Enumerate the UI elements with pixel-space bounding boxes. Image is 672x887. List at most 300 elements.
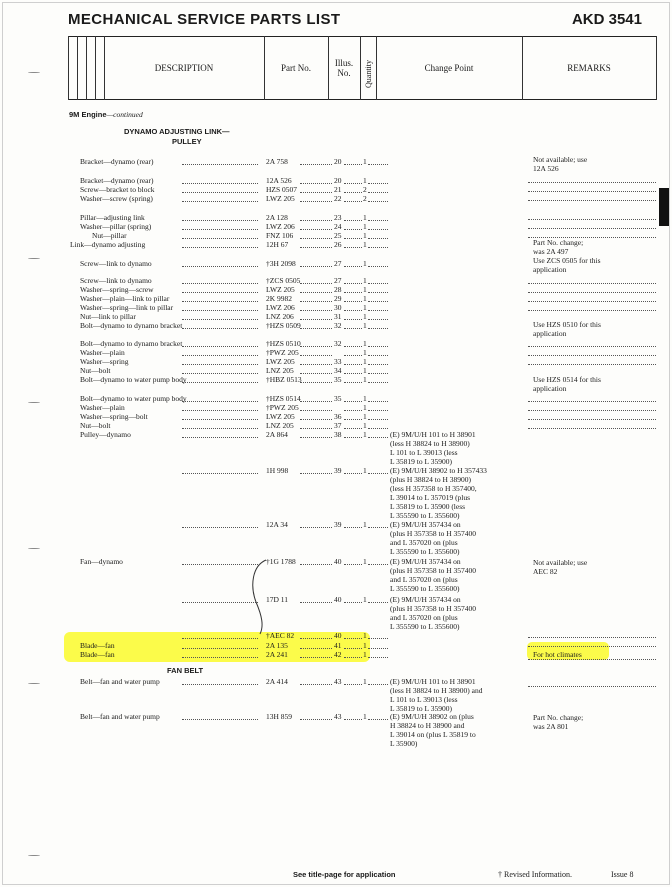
- part-number: †PWZ 205: [266, 403, 299, 412]
- quantity: 1: [363, 677, 367, 686]
- quantity: 1: [363, 641, 367, 650]
- part-description: Belt—fan and water pump: [80, 712, 160, 721]
- dot-leader: [368, 192, 388, 193]
- dot-leader: [300, 564, 332, 565]
- quantity: 1: [363, 403, 367, 412]
- part-number: 2A 128: [266, 213, 288, 222]
- illus-number: 41: [334, 641, 342, 650]
- remark: AEC 82: [533, 567, 558, 576]
- margin-mark: [28, 548, 40, 549]
- header-part-no: Part No.: [281, 63, 311, 73]
- change-point-line: (less H 357358 to H 357400,: [390, 484, 477, 493]
- change-point-line: L 35900): [390, 739, 418, 748]
- part-number: FNZ 106: [266, 231, 294, 240]
- remark: Not available; use: [533, 558, 588, 567]
- dot-leader: [300, 382, 332, 383]
- quantity: 1: [363, 394, 367, 403]
- part-description: Bracket—dynamo (rear): [80, 157, 154, 166]
- part-description: Bolt—dynamo to water pump body: [80, 375, 187, 384]
- group-heading-fan-belt: FAN BELT: [167, 666, 204, 675]
- dot-leader: [300, 292, 332, 293]
- part-description: Washer—plain: [80, 403, 125, 412]
- remark-rule: [528, 219, 656, 220]
- dot-leader: [300, 684, 332, 685]
- quantity: 1: [363, 213, 367, 222]
- quantity: 1: [363, 421, 367, 430]
- dot-leader: [182, 247, 258, 248]
- change-point-line: (E) 9M/U/H 38902 on (plus: [390, 712, 474, 721]
- change-point-line: H 38824 to H 38900 and: [390, 721, 465, 730]
- part-number: LNZ 206: [266, 312, 294, 321]
- dot-leader: [344, 437, 362, 438]
- remark: was 2A 497: [533, 247, 569, 256]
- illus-number: 27: [334, 276, 342, 285]
- change-point-line: (plus H 38824 to H 38900): [390, 475, 472, 484]
- change-point-line: and L 357020 on (plus: [390, 538, 458, 547]
- dot-leader: [368, 638, 388, 639]
- dot-leader: [182, 648, 258, 649]
- illus-number: 32: [334, 339, 342, 348]
- dot-leader: [182, 310, 258, 311]
- dot-leader: [368, 410, 388, 411]
- part-description: Washer—pillar (spring): [80, 222, 152, 231]
- part-number: LNZ 205: [266, 421, 294, 430]
- dot-leader: [300, 183, 332, 184]
- dot-leader: [368, 527, 388, 528]
- document-code: AKD 3541: [571, 11, 642, 28]
- part-description: Pulley—dynamo: [80, 430, 131, 439]
- dot-leader: [344, 410, 362, 411]
- quantity: 1: [363, 430, 367, 439]
- quantity: 1: [363, 240, 367, 249]
- quantity: 1: [363, 650, 367, 659]
- remark-rule: [528, 228, 656, 229]
- part-number: LWZ 205: [266, 412, 295, 421]
- dot-leader: [368, 319, 388, 320]
- header-divider: [86, 36, 87, 100]
- part-number: 12A 34: [266, 520, 288, 529]
- part-number: 2A 135: [266, 641, 288, 650]
- quantity: 1: [363, 259, 367, 268]
- dot-leader: [368, 382, 388, 383]
- dot-leader: [300, 657, 332, 658]
- part-number: 2A 241: [266, 650, 288, 659]
- dot-leader: [300, 401, 332, 402]
- dot-leader: [182, 328, 258, 329]
- remark-rule: [528, 283, 656, 284]
- part-number: †ZCS 0505: [266, 276, 301, 285]
- quantity: 1: [363, 375, 367, 384]
- part-number: †PWZ 205: [266, 348, 299, 357]
- illus-number: 43: [334, 677, 342, 686]
- dot-leader: [344, 201, 362, 202]
- dot-leader: [368, 220, 388, 221]
- remark-rule: [528, 191, 656, 192]
- dot-leader: [300, 527, 332, 528]
- dot-leader: [300, 346, 332, 347]
- change-point-line: (plus H 357358 to H 357400: [390, 566, 477, 575]
- dot-leader: [182, 657, 258, 658]
- illus-number: 30: [334, 303, 342, 312]
- illus-number: 35: [334, 375, 342, 384]
- section-engine: 9M Engine—continued: [69, 110, 143, 119]
- part-description: Screw—link to dynamo: [80, 276, 152, 285]
- handwritten-bracket: [236, 556, 276, 636]
- dot-leader: [300, 266, 332, 267]
- change-point-line: L 355590 to L 355600): [390, 547, 460, 556]
- remark: application: [533, 265, 567, 274]
- dot-leader: [182, 238, 258, 239]
- dot-leader: [300, 364, 332, 365]
- quantity: 1: [363, 631, 367, 640]
- dot-leader: [344, 328, 362, 329]
- dot-leader: [368, 238, 388, 239]
- dot-leader: [368, 229, 388, 230]
- remark-rule: [528, 419, 656, 420]
- dot-leader: [368, 164, 388, 165]
- dot-leader: [182, 437, 258, 438]
- remark-rule: [528, 182, 656, 183]
- quantity: 2: [363, 194, 367, 203]
- dot-leader: [368, 657, 388, 658]
- dot-leader: [300, 638, 332, 639]
- dot-leader: [368, 328, 388, 329]
- dot-leader: [300, 355, 332, 356]
- change-point-line: and L 357020 on (plus: [390, 613, 458, 622]
- remark-rule: [528, 292, 656, 293]
- dot-leader: [300, 229, 332, 230]
- illus-number: 33: [334, 357, 342, 366]
- dot-leader: [300, 437, 332, 438]
- part-description: Screw—bracket to block: [80, 185, 155, 194]
- change-point-line: (E) 9M/U/H 357434 on: [390, 520, 461, 529]
- dot-leader: [182, 719, 258, 720]
- dot-leader: [368, 310, 388, 311]
- part-number: †HBZ 0513: [266, 375, 302, 384]
- illus-number: 39: [334, 520, 342, 529]
- change-point-line: (less H 38824 to H 38900) and: [390, 686, 483, 695]
- dot-leader: [182, 164, 258, 165]
- remark: Not available; use: [533, 155, 588, 164]
- dot-leader: [344, 301, 362, 302]
- dot-leader: [344, 428, 362, 429]
- footer-revised-note: † Revised Information.: [498, 870, 572, 879]
- part-number: 12A 526: [266, 176, 292, 185]
- dot-leader: [368, 401, 388, 402]
- remark: 12A 526: [533, 164, 559, 173]
- part-description: Bolt—dynamo to dynamo bracket: [80, 339, 183, 348]
- illus-number: 43: [334, 712, 342, 721]
- dot-leader: [182, 192, 258, 193]
- part-description: Washer—plain: [80, 348, 125, 357]
- dot-leader: [368, 564, 388, 565]
- dot-leader: [300, 192, 332, 193]
- remark-rule: [528, 686, 656, 687]
- part-number: †HZS 0514: [266, 394, 301, 403]
- remark-hot-climates: For hot climates: [533, 650, 582, 659]
- dot-leader: [300, 410, 332, 411]
- dot-leader: [300, 164, 332, 165]
- part-number: LNZ 205: [266, 366, 294, 375]
- quantity: 1: [363, 412, 367, 421]
- dot-leader: [344, 564, 362, 565]
- part-number: †HZS 0509: [266, 321, 301, 330]
- dot-leader: [368, 266, 388, 267]
- change-point-line: L 39014 to L 357019 (plus: [390, 493, 471, 502]
- illus-number: 21: [334, 185, 342, 194]
- dot-leader: [182, 428, 258, 429]
- dot-leader: [344, 319, 362, 320]
- remark: Use HZS 0514 for this: [533, 375, 601, 384]
- margin-mark: [28, 72, 40, 73]
- header-divider: [68, 36, 69, 100]
- part-description: Bracket—dynamo (rear): [80, 176, 154, 185]
- dot-leader: [182, 419, 258, 420]
- part-number: LWZ 205: [266, 194, 295, 203]
- dot-leader: [368, 201, 388, 202]
- header-divider: [95, 36, 96, 100]
- dot-leader: [344, 229, 362, 230]
- remark: application: [533, 384, 567, 393]
- dot-leader: [344, 346, 362, 347]
- header-remarks: REMARKS: [567, 63, 611, 73]
- dot-leader: [344, 238, 362, 239]
- quantity: 1: [363, 276, 367, 285]
- dot-leader: [368, 602, 388, 603]
- dot-leader: [368, 283, 388, 284]
- remark-rule: [528, 401, 656, 402]
- illus-number: 25: [334, 231, 342, 240]
- quantity: 1: [363, 520, 367, 529]
- dot-leader: [182, 201, 258, 202]
- quantity: 1: [363, 321, 367, 330]
- part-number: †AEC 82: [266, 631, 295, 640]
- dot-leader: [300, 283, 332, 284]
- dot-leader: [368, 684, 388, 685]
- dot-leader: [182, 319, 258, 320]
- remark: application: [533, 329, 567, 338]
- part-description: Blade—fan: [80, 650, 115, 659]
- illus-number: 20: [334, 176, 342, 185]
- illus-number: 20: [334, 157, 342, 166]
- remark-rule: [528, 410, 656, 411]
- margin-mark: [28, 258, 40, 259]
- quantity: 1: [363, 366, 367, 375]
- illus-number: 40: [334, 557, 342, 566]
- dot-leader: [344, 382, 362, 383]
- header-description: DESCRIPTION: [154, 63, 214, 73]
- change-point-line: L 101 to L 39013 (less: [390, 695, 458, 704]
- dot-leader: [300, 473, 332, 474]
- part-description: Nut—pillar: [92, 231, 127, 240]
- dot-leader: [182, 229, 258, 230]
- illus-number: 26: [334, 240, 342, 249]
- dot-leader: [300, 373, 332, 374]
- remark-rule: [528, 310, 656, 311]
- margin-mark: [28, 683, 40, 684]
- dot-leader: [368, 346, 388, 347]
- quantity: 1: [363, 466, 367, 475]
- dot-leader: [182, 183, 258, 184]
- part-number: LWZ 205: [266, 285, 295, 294]
- quantity: 1: [363, 231, 367, 240]
- part-number: †3H 2098: [266, 259, 296, 268]
- part-description: Screw—link to dynamo: [80, 259, 152, 268]
- dot-leader: [182, 266, 258, 267]
- part-number: 17D 11: [266, 595, 289, 604]
- dot-leader: [368, 437, 388, 438]
- part-description: Washer—spring—link to pillar: [80, 303, 174, 312]
- change-point-line: (E) 9M/U/H 38902 to H 357433: [390, 466, 487, 475]
- dot-leader: [344, 247, 362, 248]
- page-border: [2, 2, 670, 885]
- change-point-line: L 35819 to L 35900 (less: [390, 502, 466, 511]
- dot-leader: [344, 164, 362, 165]
- part-description: Fan—dynamo: [80, 557, 123, 566]
- dot-leader: [368, 301, 388, 302]
- quantity: 2: [363, 185, 367, 194]
- illus-number: 37: [334, 421, 342, 430]
- part-number: LWZ 205: [266, 357, 295, 366]
- dot-leader: [344, 220, 362, 221]
- dot-leader: [300, 719, 332, 720]
- part-number: 2A 864: [266, 430, 288, 439]
- dot-leader: [344, 310, 362, 311]
- part-description: Bolt—dynamo to dynamo bracket: [80, 321, 183, 330]
- quantity: 1: [363, 312, 367, 321]
- dot-leader: [344, 292, 362, 293]
- dot-leader: [344, 373, 362, 374]
- dot-leader: [344, 364, 362, 365]
- part-number: 2A 758: [266, 157, 288, 166]
- dot-leader: [368, 373, 388, 374]
- dot-leader: [182, 346, 258, 347]
- part-description: Washer—spring: [80, 357, 129, 366]
- footer-application-note: See title-page for application: [293, 870, 396, 879]
- part-description: Link—dynamo adjusting: [70, 240, 146, 249]
- dot-leader: [182, 373, 258, 374]
- illus-number: 28: [334, 285, 342, 294]
- dot-leader: [344, 401, 362, 402]
- change-point-line: (E) 9M/U/H 357434 on: [390, 557, 461, 566]
- quantity: 1: [363, 157, 367, 166]
- dot-leader: [182, 527, 258, 528]
- part-number: HZS 0507: [266, 185, 298, 194]
- dot-leader: [368, 428, 388, 429]
- part-description: Bolt—dynamo to water pump body: [80, 394, 187, 403]
- remark-rule: [528, 428, 656, 429]
- part-number: 13H 859: [266, 712, 293, 721]
- part-description: Washer—screw (spring): [80, 194, 153, 203]
- quantity: 1: [363, 595, 367, 604]
- illus-number: 34: [334, 366, 342, 375]
- remark-rule: [528, 346, 656, 347]
- remark-rule: [528, 301, 656, 302]
- header-illus-2: No.: [337, 68, 351, 78]
- part-description: Blade—fan: [80, 641, 115, 650]
- dot-leader: [344, 283, 362, 284]
- illus-number: 40: [334, 595, 342, 604]
- dot-leader: [300, 220, 332, 221]
- part-description: Washer—plain—link to pillar: [80, 294, 170, 303]
- dot-leader: [182, 638, 258, 639]
- header-change-point: Change Point: [424, 63, 474, 73]
- quantity: 1: [363, 303, 367, 312]
- part-description: Washer—spring—screw: [80, 285, 154, 294]
- change-point-line: (plus H 357358 to H 357400: [390, 604, 477, 613]
- remark-rule: [528, 237, 656, 238]
- dot-leader: [344, 473, 362, 474]
- header-quantity: Quantity: [364, 60, 373, 88]
- remark-rule: [528, 355, 656, 356]
- dot-leader: [368, 183, 388, 184]
- illus-number: 36: [334, 412, 342, 421]
- change-point-line: (E) 9M/U/H 101 to H 38901: [390, 430, 476, 439]
- dot-leader: [368, 247, 388, 248]
- remark-rule: [528, 364, 656, 365]
- part-number: 2K 9982: [266, 294, 293, 303]
- margin-mark: [28, 855, 40, 856]
- change-point-line: L 101 to L 39013 (less: [390, 448, 458, 457]
- dot-leader: [368, 473, 388, 474]
- dot-leader: [300, 419, 332, 420]
- dot-leader: [300, 310, 332, 311]
- dot-leader: [344, 648, 362, 649]
- dot-leader: [300, 602, 332, 603]
- change-point-line: L 39014 on (plus L 35819 to: [390, 730, 476, 739]
- dot-leader: [182, 410, 258, 411]
- quantity: 1: [363, 176, 367, 185]
- remark: Part No. change;: [533, 713, 584, 722]
- part-number: †HZS 0510: [266, 339, 301, 348]
- illus-number: 39: [334, 466, 342, 475]
- footer-issue: Issue 8: [611, 870, 634, 879]
- dot-leader: [182, 355, 258, 356]
- dot-leader: [300, 201, 332, 202]
- group-heading-pulley: PULLEY: [172, 137, 202, 146]
- quantity: 1: [363, 339, 367, 348]
- part-number: †1G 1788: [266, 557, 296, 566]
- quantity: 1: [363, 285, 367, 294]
- illus-number: 29: [334, 294, 342, 303]
- dot-leader: [368, 364, 388, 365]
- part-number: LWZ 206: [266, 303, 295, 312]
- dot-leader: [368, 419, 388, 420]
- part-description: Washer—spring—bolt: [80, 412, 148, 421]
- dot-leader: [344, 527, 362, 528]
- illus-number: 22: [334, 194, 342, 203]
- dot-leader: [182, 301, 258, 302]
- remark: Use ZCS 0505 for this: [533, 256, 601, 265]
- remark: Use HZS 0510 for this: [533, 320, 601, 329]
- dot-leader: [344, 192, 362, 193]
- part-description: Belt—fan and water pump: [80, 677, 160, 686]
- quantity: 1: [363, 348, 367, 357]
- part-number: 1H 998: [266, 466, 289, 475]
- part-number: 2A 414: [266, 677, 288, 686]
- page-title: MECHANICAL SERVICE PARTS LIST: [68, 11, 341, 28]
- dot-leader: [368, 355, 388, 356]
- illus-number: 31: [334, 312, 342, 321]
- header-divider: [656, 36, 657, 100]
- dot-leader: [300, 428, 332, 429]
- quantity: 1: [363, 712, 367, 721]
- dot-leader: [182, 382, 258, 383]
- remark-rule: [528, 646, 656, 647]
- dot-leader: [182, 364, 258, 365]
- quantity: 1: [363, 557, 367, 566]
- illus-number: 27: [334, 259, 342, 268]
